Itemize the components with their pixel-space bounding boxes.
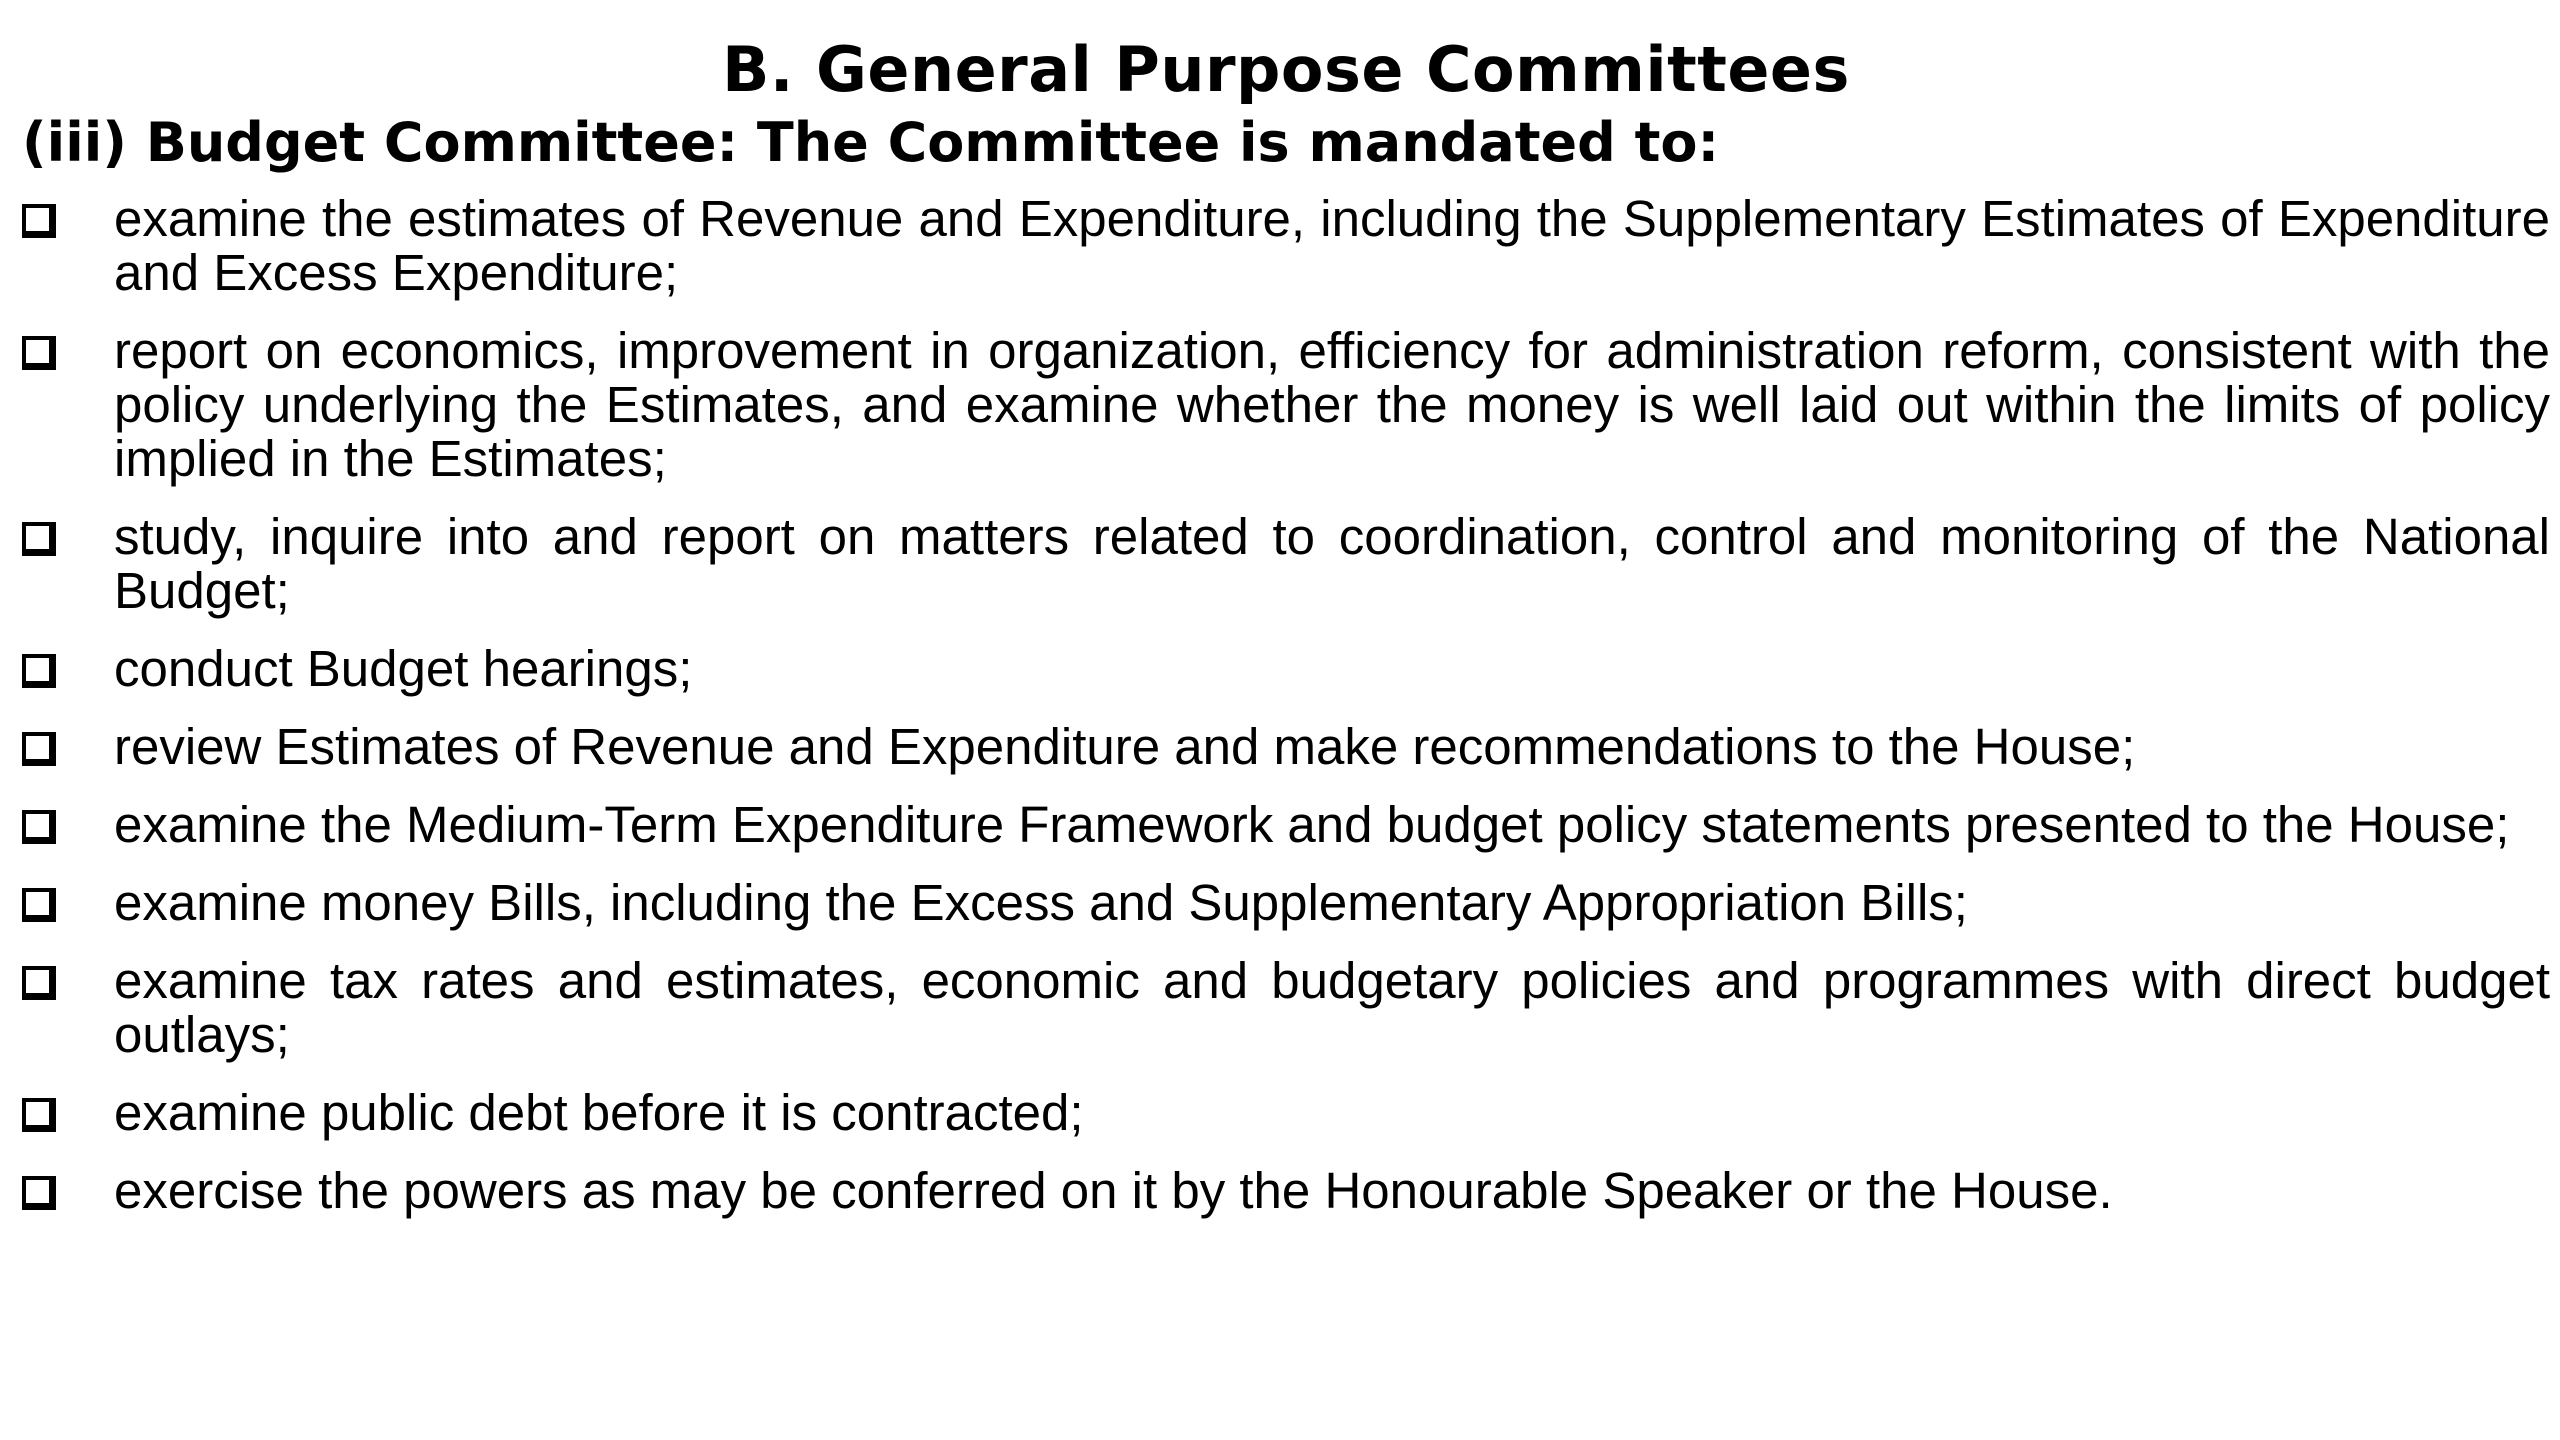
checkbox-square-icon: [22, 1098, 56, 1132]
list-item: [22, 1086, 2550, 1140]
checkbox-square-icon: [22, 732, 56, 766]
list-item: [22, 954, 2550, 1062]
checkbox-square-icon: [22, 336, 56, 370]
list-item-text: review Estimates of Revenue and Expenditure and make recommendations to the House;: [114, 718, 2136, 775]
list-item-text: examine public debt before it is contracted;: [114, 1084, 1084, 1141]
slide-title: B. General Purpose Committees: [722, 33, 1850, 106]
checkbox-square-icon: [22, 204, 56, 238]
mandate-list: [22, 192, 2550, 1218]
list-item: [22, 798, 2550, 852]
list-item-text: report on economics, improvement in organization, efficiency for administration reform, consistent with the policy underlying the Estimates, and examine whether the money is well laid out within the limits of policy implied in the Estimates;: [114, 322, 2550, 487]
checkbox-square-icon: [22, 522, 56, 556]
list-item-text: examine money Bills, including the Excess and Supplementary Appropriation Bills;: [114, 874, 1968, 931]
list-item-text: examine the Medium-Term Expenditure Framework and budget policy statements presented to the House;: [114, 796, 2510, 853]
checkbox-square-icon: [22, 888, 56, 922]
list-item: [22, 642, 2550, 696]
list-item-text: study, inquire into and report on matters related to coordination, control and monitoring of the National Budget;: [114, 508, 2550, 619]
list-item-text: conduct Budget hearings;: [114, 640, 693, 697]
slide-subtitle: (iii) Budget Committee: The Committee is mandated to:: [22, 111, 1720, 174]
list-item: [22, 324, 2550, 486]
list-item: [22, 510, 2550, 618]
list-item-text: examine tax rates and estimates, economic and budgetary policies and programmes with direct budget outlays;: [114, 952, 2550, 1063]
list-item-text: examine the estimates of Revenue and Expenditure, including the Supplementary Estimates of Expenditure and Excess Expenditure;: [114, 190, 2550, 301]
list-item-text: exercise the powers as may be conferred on it by the Honourable Speaker or the House.: [114, 1162, 2113, 1219]
list-item: [22, 720, 2550, 774]
checkbox-square-icon: [22, 654, 56, 688]
list-item: [22, 1164, 2550, 1218]
checkbox-square-icon: [22, 810, 56, 844]
list-item: [22, 876, 2550, 930]
checkbox-square-icon: [22, 1176, 56, 1210]
list-item: [22, 192, 2550, 300]
checkbox-square-icon: [22, 966, 56, 1000]
